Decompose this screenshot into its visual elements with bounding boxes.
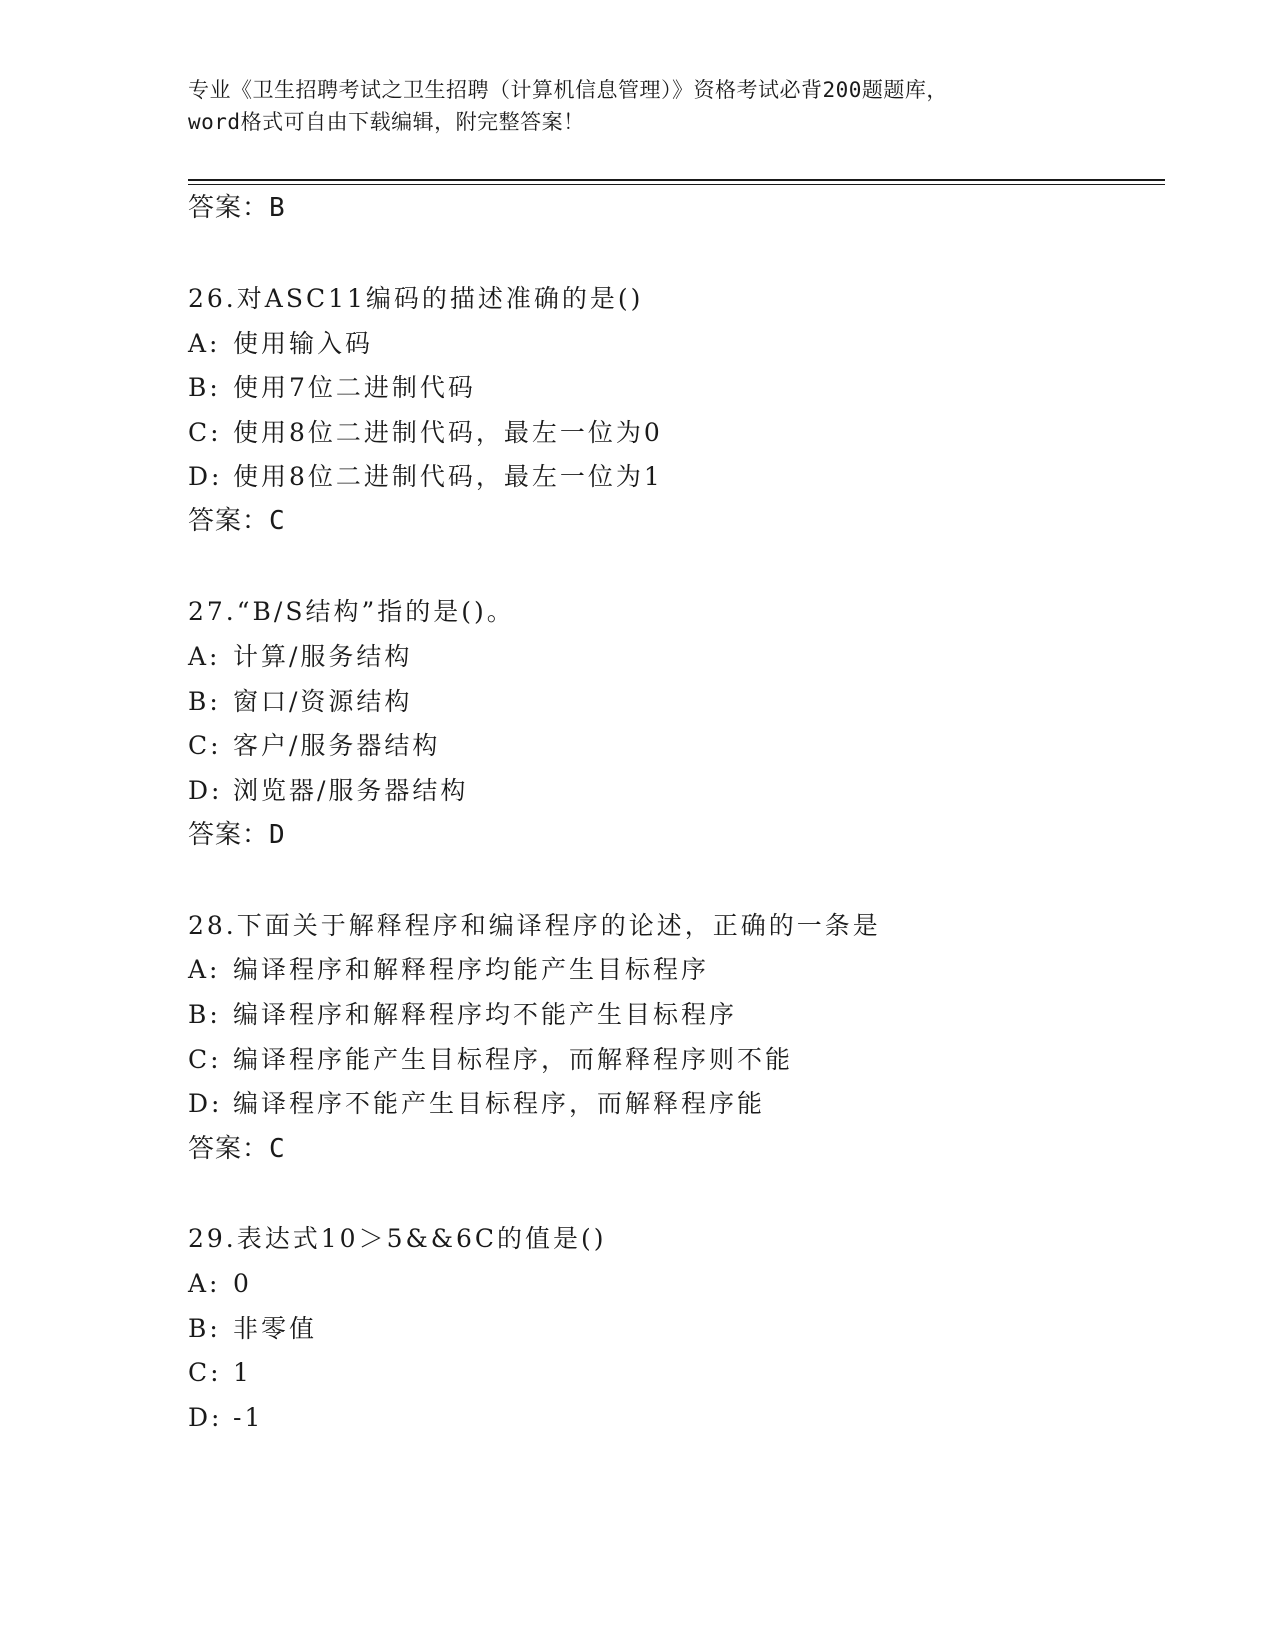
option-text: 编译程序能产生目标程序，而解释程序则不能 bbox=[233, 1045, 794, 1074]
option-label: A: bbox=[188, 955, 221, 984]
question-28-answer: 答案：C bbox=[188, 1134, 286, 1164]
header-divider-thin bbox=[188, 184, 1165, 185]
option-text: 使用输入码 bbox=[233, 329, 374, 358]
option-label: D: bbox=[188, 1089, 223, 1118]
header-line-1: 专业《卫生招聘考试之卫生招聘（计算机信息管理）》资格考试必背200题题库， bbox=[188, 78, 948, 102]
question-28-option-a bbox=[188, 955, 709, 985]
option-text: 使用8位二进制代码，最左一位为1 bbox=[233, 462, 663, 491]
option-text: 使用7位二进制代码 bbox=[233, 373, 476, 402]
option-label: D: bbox=[188, 462, 223, 491]
option-label: C: bbox=[188, 731, 222, 760]
question-29-option-c bbox=[188, 1358, 252, 1388]
question-26-option-b bbox=[188, 373, 476, 403]
option-text: 使用8位二进制代码，最左一位为0 bbox=[233, 418, 663, 447]
option-text: 编译程序和解释程序均能产生目标程序 bbox=[233, 955, 710, 984]
header-line-2: word格式可自由下载编辑，附完整答案！ bbox=[188, 110, 585, 134]
option-text: 计算/服务结构 bbox=[233, 642, 413, 671]
question-26-option-c bbox=[188, 418, 663, 448]
document-header bbox=[188, 74, 1088, 138]
question-27-option-c bbox=[188, 731, 440, 761]
question-28-option-c bbox=[188, 1045, 793, 1075]
option-label: A: bbox=[188, 329, 221, 358]
option-label: B: bbox=[188, 687, 221, 716]
option-label: C: bbox=[188, 1358, 222, 1387]
option-text: 非零值 bbox=[233, 1314, 318, 1343]
option-text: 客户/服务器结构 bbox=[233, 731, 441, 760]
question-29-option-a bbox=[188, 1269, 252, 1299]
question-27-option-a bbox=[188, 642, 412, 672]
header-divider-thick bbox=[188, 179, 1165, 181]
question-28-stem: 28.下面关于解释程序和编译程序的论述，正确的一条是 bbox=[188, 911, 881, 940]
option-text: 窗口/资源结构 bbox=[233, 687, 413, 716]
question-27-stem: 27.“B/S结构”指的是()。 bbox=[188, 597, 515, 626]
option-label: B: bbox=[188, 1000, 221, 1029]
option-label: D: bbox=[188, 1403, 223, 1432]
option-text: 0 bbox=[233, 1269, 252, 1298]
option-label: C: bbox=[188, 1045, 222, 1074]
option-label: B: bbox=[188, 373, 221, 402]
option-text: -1 bbox=[233, 1403, 264, 1432]
option-label: C: bbox=[188, 418, 222, 447]
question-28-option-b bbox=[188, 1000, 737, 1030]
option-label: A: bbox=[188, 642, 221, 671]
option-text: 编译程序不能产生目标程序，而解释程序能 bbox=[233, 1089, 766, 1118]
option-label: D: bbox=[188, 776, 223, 805]
question-26-stem: 26.对ASC11编码的描述准确的是() bbox=[188, 284, 644, 313]
option-label: B: bbox=[188, 1314, 221, 1343]
question-27-answer: 答案：D bbox=[188, 820, 286, 850]
question-26-option-d bbox=[188, 462, 663, 492]
option-label: A: bbox=[188, 1269, 221, 1298]
answer-prev: 答案：B bbox=[188, 193, 286, 223]
question-26-option-a bbox=[188, 329, 373, 359]
question-29-stem: 29.表达式10＞5&&6C的值是() bbox=[188, 1224, 607, 1253]
option-text: 浏览器/服务器结构 bbox=[233, 776, 469, 805]
option-text: 编译程序和解释程序均不能产生目标程序 bbox=[233, 1000, 738, 1029]
question-26-answer: 答案：C bbox=[188, 506, 286, 536]
question-27-option-b bbox=[188, 687, 412, 717]
question-29-option-d bbox=[188, 1403, 263, 1433]
option-text: 1 bbox=[233, 1358, 252, 1387]
question-27-option-d bbox=[188, 776, 468, 806]
question-29-option-b bbox=[188, 1314, 317, 1344]
question-28-option-d bbox=[188, 1089, 765, 1119]
